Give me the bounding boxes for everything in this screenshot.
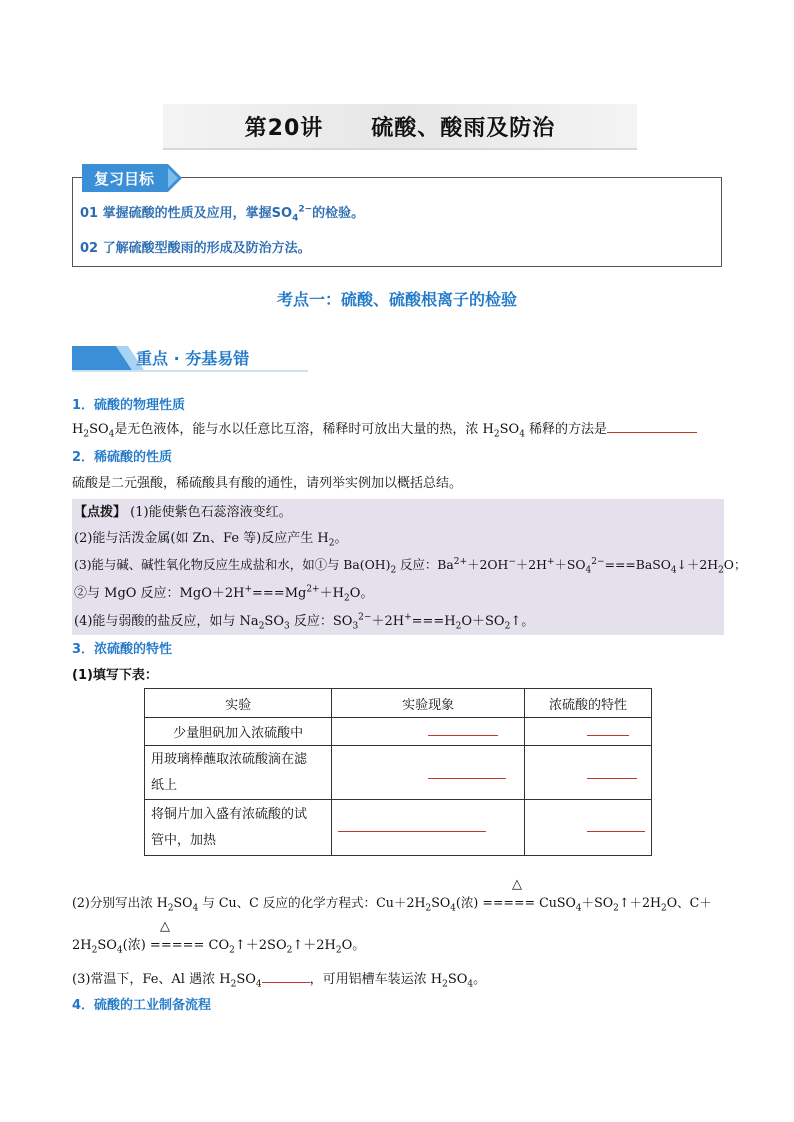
lecture-number: 第20讲 xyxy=(244,115,324,141)
tip-line-5: (4)能与弱酸的盐反应，如与 $Na_2SO_3$ 反应：$SO_3^{2-}+2H^+===H_2O+SO_2↑$。 xyxy=(74,612,535,632)
col-header-property: 浓硫酸的特性 xyxy=(525,689,652,718)
col-header-phenomenon: 实验现象 xyxy=(332,689,525,718)
table-row xyxy=(145,800,652,856)
phenomenon-cell[interactable] xyxy=(332,746,525,800)
col-header-experiment: 实验 xyxy=(145,689,332,718)
property-cell[interactable] xyxy=(525,718,652,746)
properties-table xyxy=(144,688,652,856)
table-row xyxy=(145,718,652,746)
answer-blank[interactable] xyxy=(607,420,697,433)
table-header-row xyxy=(145,689,652,718)
tip-line-3: (3)能与碱、碱性氧化物反应生成盐和水，如①与 $Ba(OH)_2$ 反应：$Ba^{2+}+2OH^-+2H^++SO_4^{2-}===BaSO_4↓+2H_2O$； xyxy=(74,556,747,576)
tip-line-4: ②与 MgO 反应：$MgO+2H^+===Mg^{2+}+H_2O$。 xyxy=(74,584,374,604)
paragraph-passivation: (3)常温下，Fe、Al 遇浓 $H_2SO_4$ ，可用铝槽车装运浓 $H_2SO_4$。 xyxy=(72,972,487,990)
heading-industrial-process: 4．硫酸的工业制备流程 xyxy=(72,998,212,1013)
property-cell[interactable] xyxy=(525,746,652,800)
subheading-fill-table: (1)填写下表： xyxy=(72,668,158,683)
heading-dilute-acid: 2．稀硫酸的性质 xyxy=(72,450,173,465)
tip-line-2: (2)能与活泼金属(如 Zn、Fe 等)反应产生 $H_2$。 xyxy=(74,531,348,549)
heat-triangle-icon: △ xyxy=(512,877,522,892)
equation-line-1: (2)分别写出浓 $H_2SO_4$ 与 Cu、C 反应的化学方程式：$Cu+2H_2SO_4$(浓) ===== $CuSO_4+SO_2↑+2H_2O$、C＋ xyxy=(72,895,712,914)
equation-line-2: $2H_2SO_4$(浓) ===== $CO_2↑+2SO_2↑+2H_2O$。 xyxy=(72,938,366,956)
heat-triangle-icon: △ xyxy=(160,919,170,934)
page-title xyxy=(163,104,637,150)
lecture-topic: 硫酸、酸雨及防治 xyxy=(371,115,556,141)
table-row xyxy=(145,746,652,800)
heading-concentrated-acid: 3．浓硫酸的特性 xyxy=(72,642,173,657)
experiment-cell: 用玻璃棒蘸取浓硫酸滴在滤 纸上 xyxy=(145,746,332,800)
paragraph-physical: $H_2SO_4$是无色液体，能与水以任意比互溶，稀释时可放出大量的热，浓 $H_2SO_4$ 稀释的方法是 xyxy=(72,418,697,437)
goal-item-1: 01 掌握硫酸的性质及应用，掌握$SO_4^{2-}$的检验。 xyxy=(80,204,365,224)
heading-physical-properties: 1．硫酸的物理性质 xyxy=(72,398,186,413)
experiment-cell: 将铜片加入盛有浓硫酸的试 管中，加热 xyxy=(145,800,332,856)
paragraph-dilute: 硫酸是二元强酸，稀硫酸具有酸的通性，请列举实例加以概括总结。 xyxy=(72,476,463,491)
section-title: 考点一：硫酸、硫酸根离子的检验 xyxy=(276,290,517,309)
tip-line-1: 【点拨】 (1)能使紫色石蕊溶液变红。 xyxy=(74,505,292,520)
key-points-bar: 重点 · 夯基易错 xyxy=(72,344,308,372)
phenomenon-cell[interactable] xyxy=(332,718,525,746)
review-goals-tag: 复习目标 xyxy=(82,164,182,192)
phenomenon-cell[interactable] xyxy=(332,800,525,856)
answer-blank[interactable] xyxy=(262,970,310,983)
goal-item-2: 02 了解硫酸型酸雨的形成及防治方法。 xyxy=(80,241,311,256)
experiment-cell: 少量胆矾加入浓硫酸中 xyxy=(145,718,332,746)
property-cell[interactable] xyxy=(525,800,652,856)
